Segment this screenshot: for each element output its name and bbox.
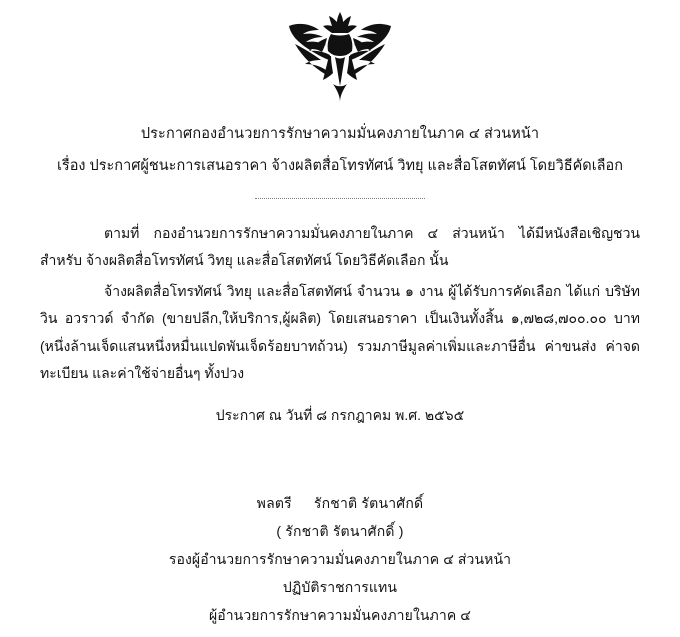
- garuda-emblem: [285, 8, 395, 108]
- paragraph-1-text: ตามที่ กองอำนวยการรักษาความมั่นคงภายในภาค ๔ ส่วนหน้า ได้มีหนังสือเชิญชวนสำหรับ จ้างผลิตสื่อโทรทัศน์ วิทยุ และสื่อโสตทัศน์ โดยวิธีคัดเลือก นั้น: [40, 224, 640, 268]
- signature-rank: พลตรี: [256, 495, 292, 512]
- divider: [40, 190, 640, 208]
- dotted-rule: [255, 198, 425, 199]
- subject-text: ประกาศผู้ชนะการเสนอราคา จ้างผลิตสื่อโทรทัศน์ วิทยุ และสื่อโสตทัศน์ โดยวิธีคัดเลือก: [89, 157, 624, 174]
- signature-acting-for: ผู้อำนวยการรักษาความมั่นคงภายในภาค ๔: [208, 607, 471, 624]
- signature-block: [40, 489, 640, 629]
- signature-name-line: [40, 489, 640, 517]
- emblem-container: [40, 0, 640, 118]
- signature-name: รักชาติ รัตนาศักดิ์: [313, 495, 424, 512]
- body-text: [40, 220, 640, 388]
- title-block: [40, 124, 640, 178]
- signature-acting: ปฏิบัติราชการแทน: [282, 579, 398, 596]
- paragraph-2-text: จ้างผลิตสื่อโทรทัศน์ วิทยุ และสื่อโสตทัศน์ จำนวน ๑ งาน ผู้ได้รับการคัดเลือก ได้แก่ บริษัท วิน อวราวด์ จำกัด (ขายปลีก,ให้บริการ,ผู้ผลิต) โดยเสนอราคา เป็นเงินทั้งสิ้น ๑,๗๒๘,๗๐๐.๐๐ บาท (หนึ่งล้านเจ็ดแสนหนึ่งหมื่นแปดพันเจ็ดร้อยบาทถ้วน) รวมภาษีมูลค่าเพิ่มและภาษีอื่น ค่าขนส่ง ค่าจดทะเบียน และค่าใช้จ่ายอื่นๆ ทั้งปวง: [40, 283, 640, 381]
- signature-name-parens: ( รักชาติ รัตนาศักดิ์ ): [276, 523, 404, 540]
- signature-role: รองผู้อำนวยการรักษาความมั่นคงภายในภาค ๔ ส่วนหน้า: [168, 551, 512, 568]
- document-title: ประกาศกองอำนวยการรักษาความมั่นคงภายในภาค ๔ ส่วนหน้า: [140, 126, 540, 142]
- subject-label: เรื่อง: [56, 157, 86, 174]
- paragraph-2: [40, 278, 640, 387]
- paragraph-1: [40, 220, 640, 275]
- date-line: ประกาศ ณ วันที่ ๘ กรกฎาคม พ.ศ. ๒๕๖๕: [215, 407, 465, 424]
- document-subject: [40, 156, 640, 178]
